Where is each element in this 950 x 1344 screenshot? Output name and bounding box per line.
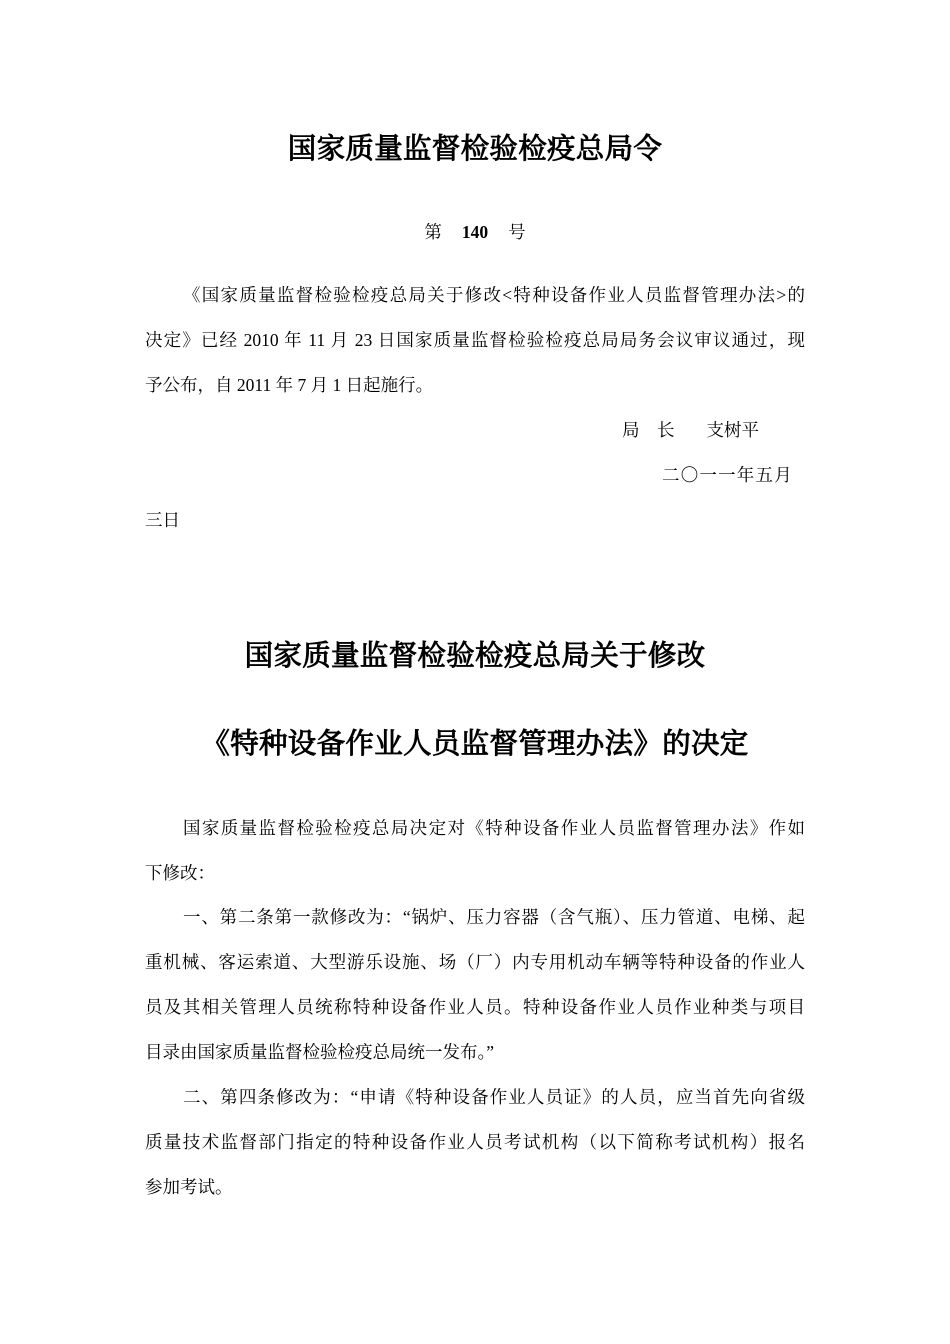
article-two-line-3: 参加考试。 [145, 1176, 233, 1197]
order-number-suffix: 号 [508, 221, 526, 242]
signatory-name: 支树平 [706, 419, 759, 440]
article-one-line-4: 目录由国家质量监督检验检疫总局统一发布。” [145, 1041, 495, 1062]
announcement-line-2: 决定》已经 2010 年 11 月 23 日国家质量监督检验检疫总局局务会议审议通过，现 [145, 329, 805, 350]
article-one-line-1: 一、第二条第一款修改为：“锅炉、压力容器（含气瓶）、压力管道、电梯、起 [183, 906, 805, 927]
order-number-prefix: 第 [424, 221, 442, 242]
decision-intro-line-2: 下修改： [145, 862, 215, 883]
article-one-line-2: 重机械、客运索道、大型游乐设施、场（厂）内专用机动车辆等特种设备的作业人 [145, 951, 805, 972]
decision-title-line-2: 《特种设备作业人员监督管理办法》的决定 [201, 729, 749, 760]
article-one-line-3: 员及其相关管理人员统称特种设备作业人员。特种设备作业人员作业种类与项目 [145, 996, 805, 1017]
order-date-line-2: 三日 [145, 509, 180, 530]
signatory [622, 408, 759, 453]
article-two-line-2: 质量技术监督部门指定的特种设备作业人员考试机构（以下简称考试机构）报名 [145, 1131, 805, 1152]
decision-title-line-1: 国家质量监督检验检疫总局关于修改 [244, 641, 706, 672]
article-two-line-1: 二、第四条修改为：“申请《特种设备作业人员证》的人员，应当首先向省级 [183, 1086, 805, 1107]
announcement-line-3: 予公布，自 2011 年 7 月 1 日起施行。 [145, 374, 434, 395]
order-date-line-1: 二〇一一年五月 [662, 464, 793, 485]
order-number: 140 [461, 221, 489, 242]
order-title: 国家质量监督检验检疫总局令 [287, 134, 663, 165]
decision-intro-line-1: 国家质量监督检验检疫总局决定对《特种设备作业人员监督管理办法》作如 [183, 817, 805, 838]
announcement-line-1: 《国家质量监督检验检疫总局关于修改<特种设备作业人员监督管理办法>的 [183, 284, 805, 305]
signatory-title: 局 长 [622, 419, 675, 440]
order-number-line [0, 210, 950, 255]
